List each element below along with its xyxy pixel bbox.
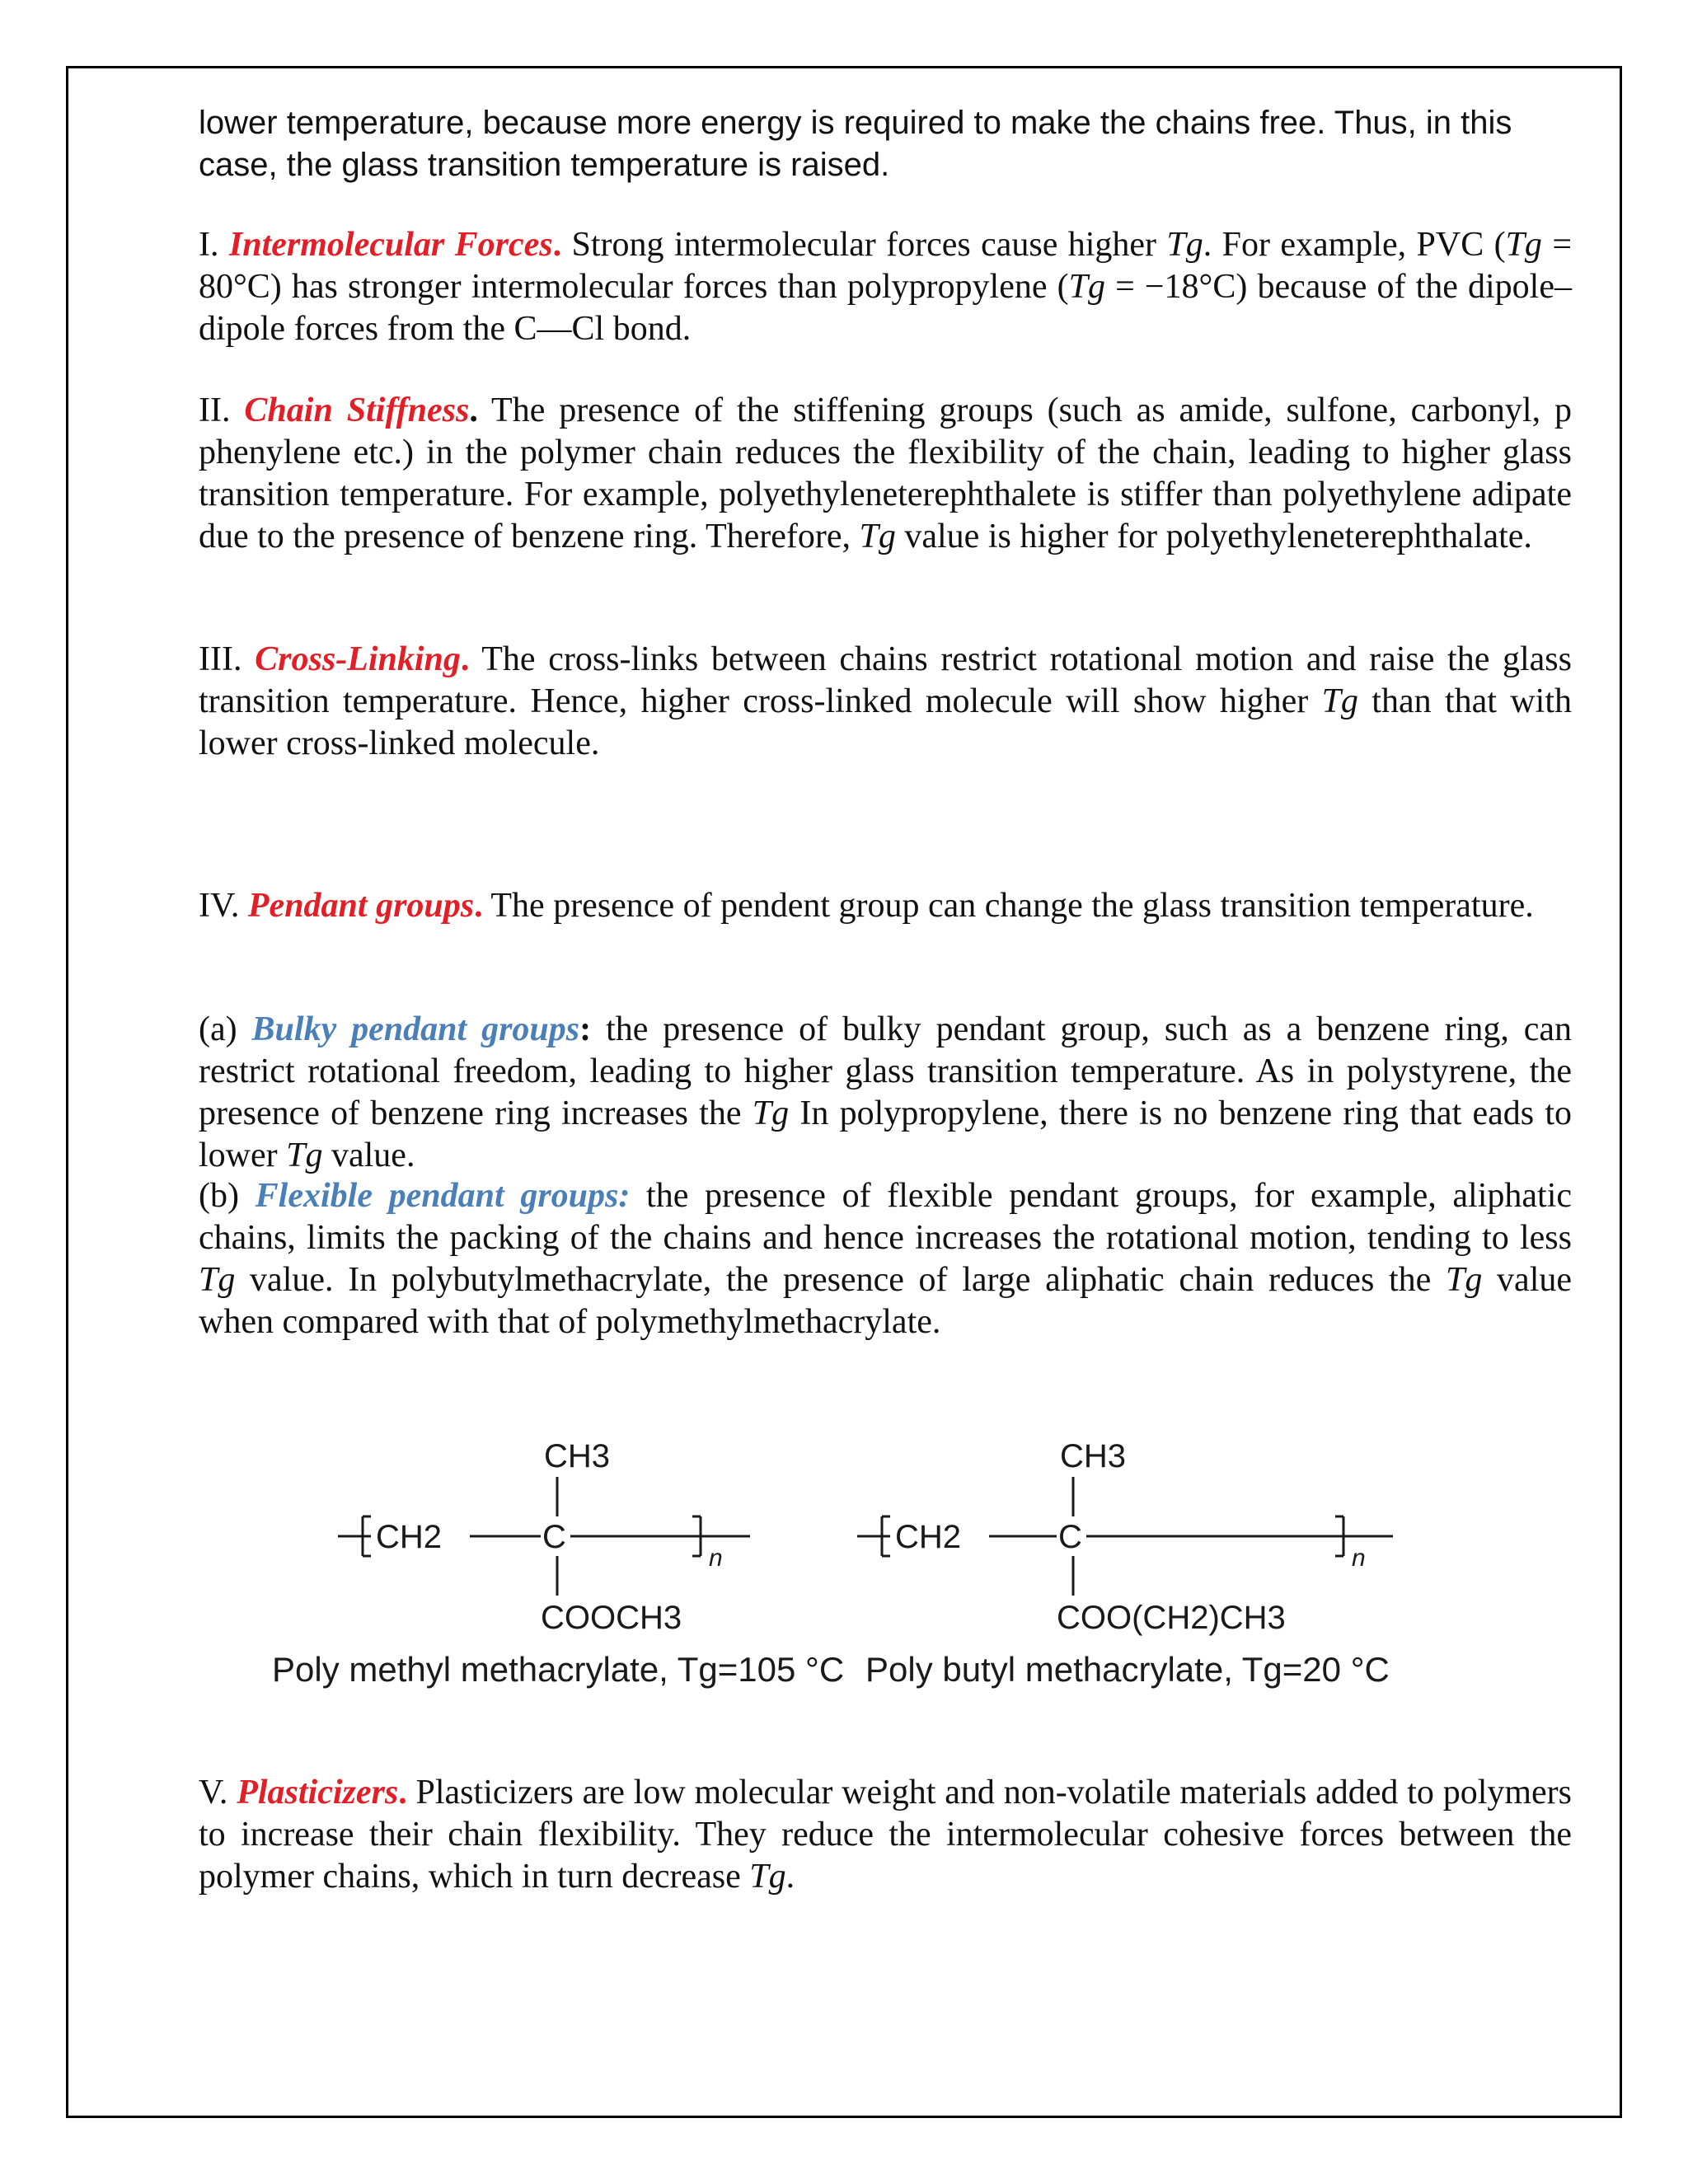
heading-bulky-pendant-groups: Bulky pendant groups	[251, 1010, 580, 1048]
pbma-ch2: CH2	[895, 1519, 962, 1555]
heading-chain-stiffness: Chain Stiffness	[244, 391, 470, 429]
pbma-n: n	[1352, 1544, 1366, 1572]
intro-paragraph: lower temperature, because more energy is required to make the chains free. Thus, in this case, the glass transition temperature is raised.	[199, 105, 1512, 183]
section-plasticizers: V. Plasticizers. Plasticizers are low molecular weight and non-volatile materials added to polymers to increase their chain flexibility. They reduce the intermolecular cohesive forces between the polymer chains, which in turn decrease Tg.	[199, 1774, 1573, 1896]
section-flexible-pendant-groups: (b) Flexible pendant groups: the presence of flexible pendant groups, for example, aliphatic chains, limits the packing of the chains and hence increases the rotational motion, tending to less Tg value. In polybutylmethacrylate, the presence of large aliphatic chain reduces the Tg value when compared with that of polymethylmethacrylate.	[199, 1177, 1573, 1341]
pmma-carbon: C	[542, 1519, 566, 1555]
heading-flexible-pendant-groups: Flexible pendant groups:	[255, 1177, 631, 1215]
pbma-coo-ch2-ch3: COO(CH2)CH3	[1057, 1600, 1286, 1636]
pmma-structure	[272, 1438, 844, 1689]
heading-plasticizers: Plasticizers	[237, 1774, 399, 1811]
pbma-carbon: C	[1058, 1519, 1082, 1555]
section-pendant-groups: IV. Pendant groups. The presence of pendent group can change the glass transition temperature.	[199, 887, 1534, 925]
pmma-cooch3: COOCH3	[541, 1600, 682, 1636]
pmma-n: n	[709, 1544, 723, 1572]
methacrylate-structures-figure	[264, 1434, 1434, 1714]
section-chain-stiffness: II. Chain Stiffness. The presence of the stiffening groups (such as amide, sulfone, carbonyl, p phenylene etc.) in the polymer chain reduces the flexibility of the chain, leading to higher glass transition temperature. For example, polyethyleneterephthalete is stiffer than polyethylene adipate due to the presence of benzene ring. Therefore, Tg value is higher for polyethyleneterephthalate.	[199, 391, 1572, 555]
pmma-ch2: CH2	[376, 1519, 443, 1555]
section-intermolecular-forces: I. Intermolecular Forces. Strong intermolecular forces cause higher Tg. For example, PVC (Tg = 80°C) has stronger intermolecular forces than polypropylene (Tg = −18°C) because of the dipole–dipole forces from the C—Cl bond.	[199, 226, 1572, 348]
pmma-ch3: CH3	[544, 1438, 611, 1474]
pmma-label: Poly methyl methacrylate, Tg=105 °C	[272, 1650, 845, 1689]
pbma-structure	[857, 1438, 1393, 1689]
heading-pendant-groups: Pendant groups	[247, 887, 475, 925]
section-cross-linking: III. Cross-Linking. The cross-links between chains restrict rotational motion and raise the glass transition temperature. Hence, higher cross-linked molecule will show higher Tg than that with lower cross-linked molecule.	[199, 640, 1572, 762]
heading-intermolecular-forces: Intermolecular Forces	[228, 226, 553, 264]
pbma-ch3: CH3	[1060, 1438, 1127, 1474]
section-bulky-pendant-groups: (a) Bulky pendant groups: the presence of bulky pendant group, such as a benzene ring, can restrict rotational freedom, leading to higher glass transition temperature. As in polystyrene, the presence of benzene ring increases the Tg In polypropylene, there is no benzene ring that eads to lower Tg value.	[199, 1010, 1573, 1174]
heading-cross-linking: Cross-Linking	[255, 640, 461, 678]
pbma-label: Poly butyl methacrylate, Tg=20 °C	[865, 1650, 1390, 1689]
